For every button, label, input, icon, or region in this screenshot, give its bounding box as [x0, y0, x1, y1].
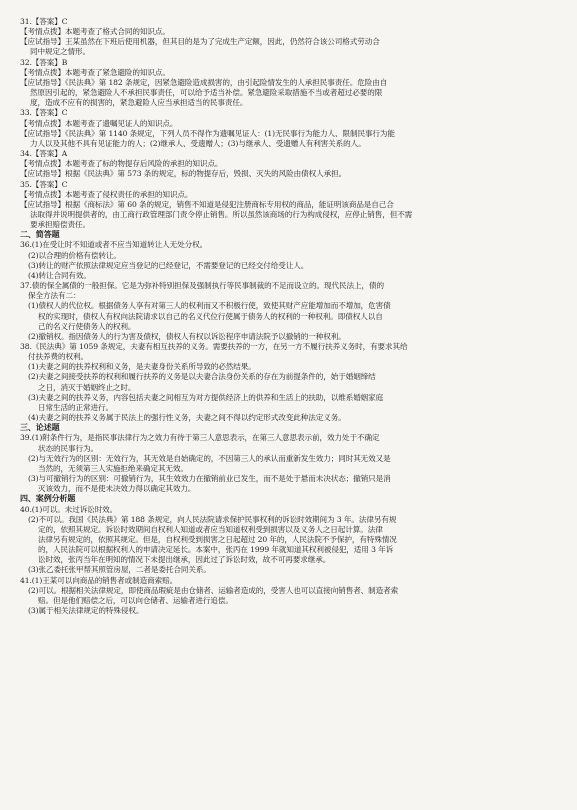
item-line: 付扶养费的权利。 — [28, 352, 88, 362]
explanation-line: 【应试指导】根据《民法典》第 573 条的规定，标的物提存后，毁损、灭失的风险由债权人承担。 — [20, 169, 347, 179]
section-heading: 二、简答题 — [20, 230, 60, 240]
explanation-line: 【考情点拨】本题考查了标的物提存后风险的承担的知识点。 — [20, 159, 223, 169]
item-line: (3)转让的财产依照法律规定应当登记的已经登记，不需要登记的已经交付给受让人。 — [28, 260, 309, 270]
item-line: (1)债权人的代位权。根据债务人享有对第三人的权利而又不积极行使，致使其财产应能增加而不增加，危害债 — [28, 301, 391, 311]
item-continuation: 日常生活的正常进行。 — [38, 402, 113, 412]
item-line: (2)撤销权。指因债务人的行为害及债权，债权人有权以诉讼程序申请法院予以撤销的一种权利。 — [28, 331, 346, 341]
explanation-line: 【考情点拨】本题考查了遗嘱见证人的知识点。 — [20, 118, 178, 128]
question-line: 41.(1)王某可以向商品的销售者或制造商索赔。 — [20, 575, 178, 585]
explanation-continuation: 力人以及其他不具有见证能力的人；(2)继承人、受遗赠人；(3)与继承人、受遗赠人有利害关系的人。 — [30, 138, 366, 148]
item-continuation: 权的实现时，债权人有权向法院请求以自己的名义代位行使属于债务人的权利的一种权利。即债权人以自 — [38, 311, 383, 321]
explanation-line: 【考情点拨】本题考查了侵权责任的承担的知识点。 — [20, 189, 193, 199]
item-continuation: 当然的，无须第三人实施拒绝来确定其无效。 — [38, 463, 188, 473]
explanation-continuation: 同中规定之情形。 — [30, 47, 90, 57]
answer-line: 34.【答案】A — [20, 149, 68, 159]
item-line: (2)不可以。我国《民法典》第 188 条规定，向人民法院请求保护民事权利的诉讼时效期间为 3 年。法律另有规 — [28, 514, 397, 524]
item-line: (3)张乙委托张甲帮其照管房屋，二者是委托合同关系。 — [28, 565, 211, 575]
item-continuation: 灭该效力，而不是使未决效力得以确定其效力。 — [38, 484, 196, 494]
item-line: (4)转让合同有效。 — [28, 270, 91, 280]
item-continuation: 状态的民事行为。 — [38, 443, 98, 453]
answer-line: 35.【答案】C — [20, 179, 68, 189]
explanation-continuation: 法取得并说明提供者的，由工商行政管理部门责令停止销售。所以虽然该商场的行为构成侵权，应停止销售，但不需 — [30, 209, 413, 219]
explanation-continuation: 然原因引起的，紧急避险人不承担民事责任，可以给予适当补偿。紧急避险采取措施不当或者超过必要的限 — [30, 88, 383, 98]
item-line: (1)夫妻之间的扶养权利和义务，是夫妻身份关系所导致的必然结果。 — [28, 362, 256, 372]
item-line: (2)可以。根据相关法律规定，即使商品瑕疵是由仓储者、运输者造成的，受害人也可以直接向销售者、制造者索 — [28, 585, 399, 595]
explanation-line: 【应试指导】根据《商标法》第 60 条的规定，销售不知道是侵犯注册商标专用权的商品，能证明该商品是自己合 — [20, 199, 394, 209]
question-line: 40.(1)可以。未过诉讼时效。 — [20, 504, 118, 514]
item-line: (2)与无效行为的区别：无效行为，其无效是自始确定的，不因第三人的承认而重新发生效力；同时其无效又是 — [28, 453, 391, 463]
question-line: 36.(1)在受让时不知道或者不应当知道转让人无处分权。 — [20, 240, 208, 250]
answer-line: 32.【答案】B — [20, 57, 68, 67]
item-continuation: 定的，依照其规定。诉讼时效期间自权利人知道或者应当知道权利受到损害以及义务人之日起计算。法律 — [38, 524, 383, 534]
explanation-continuation: 要承担赔偿责任。 — [30, 220, 90, 230]
explanation-line: 【应试指导】《民法典》第 1140 条规定，下列人员不得作为遗嘱见证人：(1)无民事行为能力人、限制民事行为能 — [20, 128, 395, 138]
item-line: 保全方法有二： — [28, 291, 81, 301]
answer-line: 33.【答案】C — [20, 108, 68, 118]
question-line: 38.《民法典》第 1059 条规定，夫妻有相互扶养的义务。需要扶养的一方，在另一方不履行扶养义务时，有要求其给 — [20, 342, 408, 351]
item-line: (4)夫妻之间的扶养义务属于民法上的强行性义务，夫妻之间不得以约定形式改变此种法定义务。 — [28, 413, 346, 423]
section-heading: 四、案例分析题 — [20, 494, 76, 504]
section-heading: 三、论述题 — [20, 423, 60, 433]
item-line: (3)与可撤销行为的区别：可撤销行为，其生效效力在撤销前业已发生，而不是处于悬而未决状态；撤销只是消 — [28, 474, 391, 484]
item-continuation: 之日，消灭于婚姻终止之时。 — [38, 382, 136, 392]
item-line: (3)夫妻之间的扶养义务，内容包括夫妻之间相互为对方提供经济上的供养和生活上的扶助，以维系婚姻家庭 — [28, 392, 384, 402]
explanation-line: 【考情点拨】本题考查了格式合同的知识点。 — [20, 27, 170, 37]
answer-line: 31.【答案】C — [20, 17, 68, 26]
explanation-line: 【应试指导】《民法典》第 182 条规定，因紧急避险造成损害的，由引起险情发生的人承担民事责任。危险由自 — [20, 77, 388, 87]
question-line: 39.(1)附条件行为，是指民事法律行为之效力有待于第三人意思表示，在第三人意思表示前，效力处于不确定 — [20, 433, 380, 443]
question-line: 37.债的保全属债的一般担保。它是为弥补特别担保及强制执行等民事制裁的不足而设立的。现代民法上，债的 — [20, 281, 384, 291]
explanation-line: 【考情点拨】本题考查了紧急避险的知识点。 — [20, 67, 170, 77]
item-line: (3)属于相关法律规定的特殊侵权。 — [28, 606, 144, 616]
explanation-line: 【应试指导】王某虽然在下班后使用机器，但其目的是为了完成生产定额，因此，仍然符合该公司格式劳动合 — [20, 37, 380, 47]
item-continuation: 的，人民法院可以根据权利人的申请决定延长。本案中，张丙在 1999 年就知道其权利被侵犯，适用 3 年诉 — [38, 545, 394, 555]
item-continuation: 讼时效，张丙当年在明知的情况下未提出继承，因此过了诉讼时效，故不可再要求继承。 — [38, 555, 331, 565]
item-continuation: 赔。但是他们赔偿之后，可以向仓储者、运输者进行追偿。 — [38, 595, 233, 605]
item-line: (2)以合理的价格有偿转让。 — [28, 250, 121, 260]
item-line: (2)夫妻之间接受扶养的权利和履行扶养的义务是以夫妻合法身份关系的存在为前提条件的，始于婚姻缔结 — [28, 372, 376, 382]
explanation-continuation: 度，造成不应有的损害的，紧急避险人应当承担适当的民事责任。 — [30, 98, 248, 108]
item-continuation: 法律另有规定的，依照其规定。但是，自权利受到损害之日起超过 20 年的，人民法院不予保护，有特殊情况 — [38, 534, 397, 544]
item-continuation: 己的名义行使债务人的权利。 — [38, 321, 136, 331]
